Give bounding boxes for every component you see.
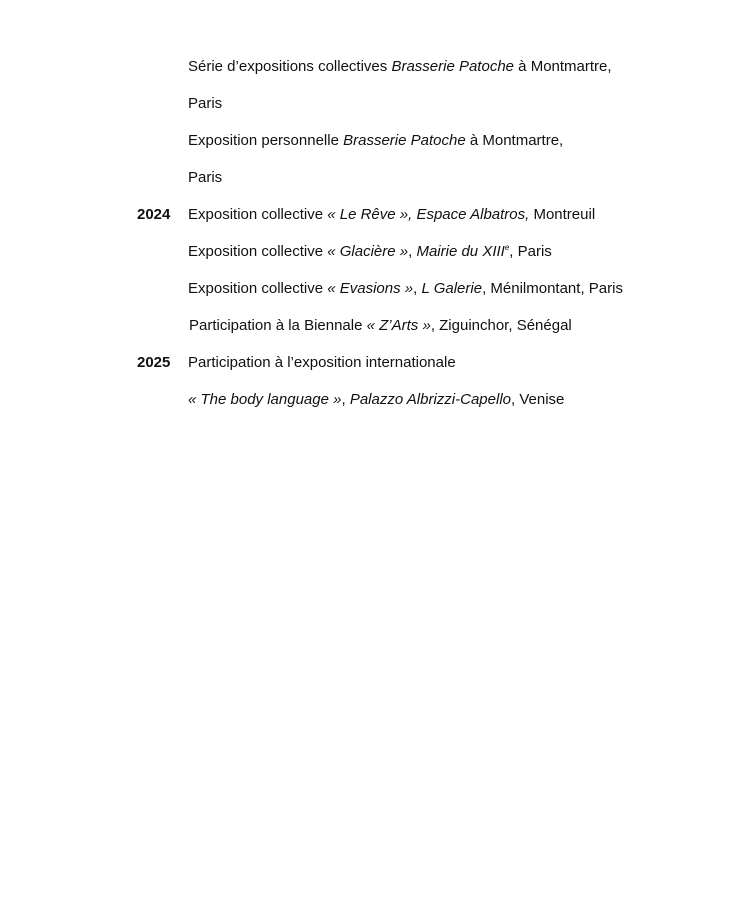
year-2025: 2025 (137, 354, 171, 371)
entry-text: Exposition collective (188, 206, 328, 223)
entry-text: Participation à l’exposition internationale (188, 354, 456, 371)
venue-name: Brasserie Patoche (391, 58, 515, 75)
entry-text: à Montmartre, (465, 132, 564, 149)
entry-text: Exposition collective (188, 243, 328, 260)
entry-body-language (188, 390, 564, 410)
venue-name: Palazzo Albrizzi-Capello (349, 391, 511, 408)
entry-text: Série d’expositions collectives (188, 58, 392, 75)
entry-text: , Paris (509, 243, 552, 260)
exhibition-title: « Evasions » (327, 280, 414, 297)
entry-continuation (188, 94, 222, 114)
exhibition-title: « Z’Arts » (366, 317, 431, 334)
city-text: Paris (188, 169, 223, 186)
venue-name: « Le Rêve », Espace Albatros, (327, 206, 530, 223)
venue-name: Brasserie Patoche (343, 132, 466, 149)
entry-text: , (413, 280, 422, 297)
entry-continuation (188, 168, 222, 188)
venue-name: Mairie du XIII (416, 243, 505, 260)
entry-text: , Venise (511, 391, 565, 408)
entry-biennale (189, 316, 572, 336)
entry-evasions (188, 279, 623, 299)
city-text: Paris (188, 95, 223, 112)
entry-text: , (341, 391, 350, 408)
entry-le-reve (188, 205, 595, 225)
entry-text: à Montmartre, (514, 58, 612, 75)
entry-text: Exposition collective (188, 280, 328, 297)
entry-text: Exposition personnelle (188, 132, 344, 149)
venue-name: L Galerie (421, 280, 483, 297)
exhibition-title: « The body language » (188, 391, 342, 408)
year-2024: 2024 (137, 206, 171, 223)
entry-glaciere (188, 242, 552, 262)
entry-text: , Ziguinchor, Sénégal (430, 317, 572, 334)
entry-text: , Ménilmontant, Paris (482, 280, 623, 297)
entry-internationale (188, 353, 456, 373)
entry-text: Participation à la Biennale (189, 317, 367, 334)
entry-serie-brasserie (188, 57, 612, 77)
entry-personnelle-brasserie (188, 131, 563, 151)
superscript: e (504, 243, 510, 252)
entry-text: , (408, 243, 417, 260)
entry-text: Montreuil (529, 206, 596, 223)
exhibition-title: « Glacière » (327, 243, 409, 260)
